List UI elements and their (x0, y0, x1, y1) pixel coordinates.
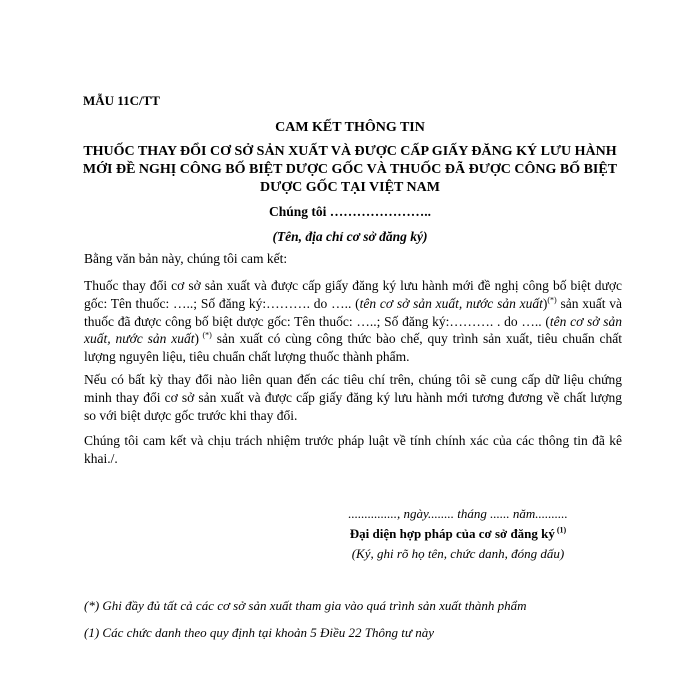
para1-text-c: ) (542, 295, 548, 311)
signature-footnote-ref: (1) (554, 525, 567, 535)
change-paragraph: Nếu có bất kỳ thay đổi nào liên quan đến các tiêu chí trên, chúng tôi sẽ cung cấp dữ liệu chứng minh thay đổi cơ sở sản xuất và được cấp giấy đăng ký lưu hành mới tương đương về chất lượng so với biệt dược gốc trước khi thay đổi. (84, 372, 622, 423)
responsibility-paragraph: Chúng tôi cam kết và chịu trách nhiệm trước pháp luật về tính chính xác của các thông tin đã kê khai./. (84, 433, 622, 466)
declarant-note: (Tên, địa chỉ cơ sở đăng ký) (272, 229, 428, 244)
intro-paragraph: Bằng văn bản này, chúng tôi cam kết: (84, 251, 288, 266)
para1-text-i: sản xuất có cùng công thức bào chế, quy trình sản xuất, tiêu chuẩn chất lượng nguyên liệu, tiêu chuẩn chất lượng thuốc thành phẩm. (84, 331, 622, 365)
signature-block (320, 504, 596, 564)
signature-title-text: Đại diện hợp pháp của cơ sở đăng ký (349, 526, 555, 541)
para1-footnote-ref-1: (*) (547, 295, 557, 305)
footnote-manufacturers: (*) Ghi đầy đủ tất cả các cơ sở sản xuất tham gia vào quá trình sản xuất thành phẩm (84, 598, 527, 613)
signature-title (320, 524, 596, 544)
para1-text-e: sản xuất và thuốc đã được công bố biệt dược gốc: Tên thuốc: …..; Số đăng ký:………. . do ….. ( (84, 295, 622, 329)
para1-manufacturer-note-1: tên cơ sở sản xuất, nước sản xuất (359, 295, 543, 311)
commitment-paragraph (84, 277, 622, 366)
para1-manufacturer-note-2: tên cơ sở sản xuất, nước sản xuất (84, 313, 622, 347)
signature-note: (Ký, ghi rõ họ tên, chức danh, đóng dấu) (351, 546, 565, 561)
form-code: MẪU 11C/TT (83, 93, 160, 108)
signature-date-line: ..............., ngày........ tháng ...... năm.......... (348, 506, 568, 521)
footnote-titles: (1) Các chức danh theo quy định tại khoản 5 Điều 22 Thông tư này (84, 625, 434, 640)
declarant-line: Chúng tôi ………………….. (268, 204, 432, 219)
document-title: CAM KẾT THÔNG TIN (275, 120, 425, 135)
para1-footnote-ref-2: (*) (199, 330, 212, 340)
para1-text-a: Thuốc thay đổi cơ sở sản xuất và được cấp giấy đăng ký lưu hành mới đề nghị công bố biệt dược gốc: Tên thuốc: …..; Số đăng ký:………. do ….. ( (84, 278, 622, 311)
para1-text-g: ) (194, 331, 200, 347)
document-subtitle: THUỐC THAY ĐỔI CƠ SỞ SẢN XUẤT VÀ ĐƯỢC CẤP GIẤY ĐĂNG KÝ LƯU HÀNH MỚI ĐỀ NGHỊ CÔNG BỐ BIỆT DƯỢC GỐC VÀ THUỐC ĐÃ ĐƯỢC CÔNG BỐ BIỆT DƯỢC GỐC TẠI VIỆT NAM (82, 144, 618, 195)
